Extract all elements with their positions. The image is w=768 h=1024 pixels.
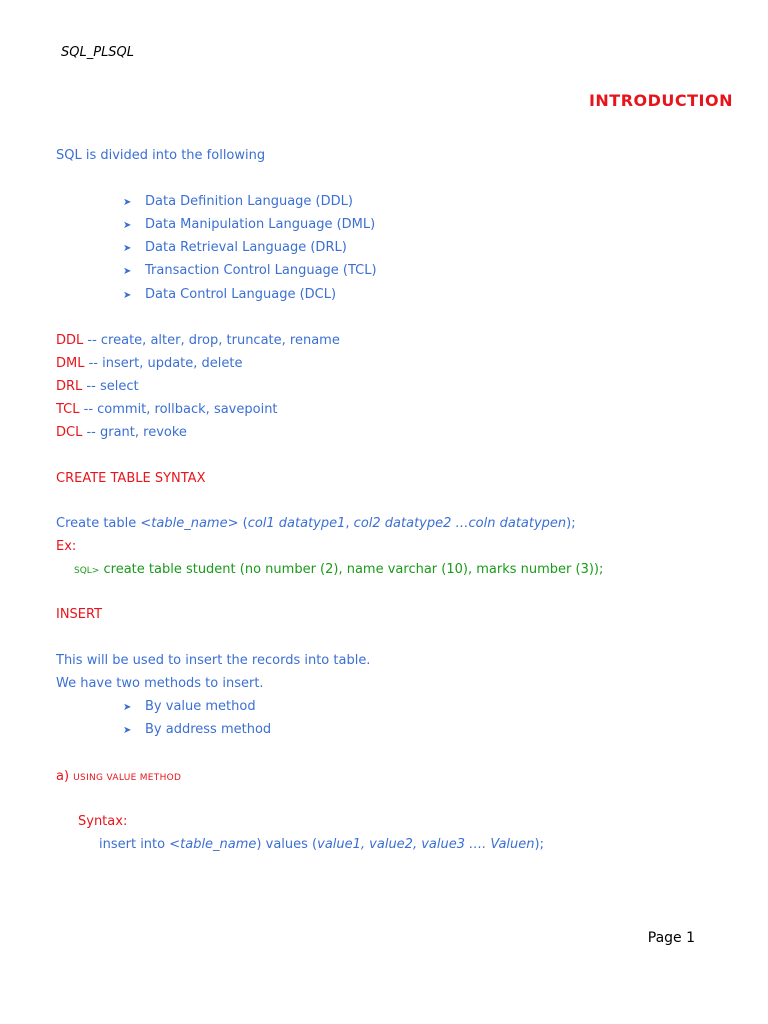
command-line-dml: DML -- insert, update, delete: [56, 356, 243, 371]
intro-line: SQL is divided into the following: [56, 148, 266, 163]
command-line-drl: DRL -- select: [56, 379, 139, 394]
document-header: SQL_PLSQL: [61, 45, 135, 60]
arrow-bullet-icon: ➤: [123, 197, 132, 208]
page-title: INTRODUCTION: [588, 91, 733, 110]
page-number: Page 1: [647, 930, 695, 946]
arrow-bullet-icon: ➤: [123, 220, 132, 231]
list-item: ➤ Data Definition Language (DDL): [123, 194, 353, 209]
arrow-bullet-icon: ➤: [123, 290, 132, 301]
insert-heading: INSERT: [56, 607, 103, 622]
list-item: ➤ Data Retrieval Language (DRL): [123, 240, 347, 255]
list-item: ➤ Data Manipulation Language (DML): [123, 217, 376, 232]
syntax-label: Syntax:: [78, 814, 128, 829]
list-item: ➤ Data Control Language (DCL): [123, 287, 337, 302]
command-line-tcl: TCL -- commit, rollback, savepoint: [56, 402, 278, 417]
list-item: ➤ Transaction Control Language (TCL): [123, 263, 377, 278]
create-table-example: SQL> create table student (no number (2), name varchar (10), marks number (3));: [74, 562, 604, 577]
list-item: ➤ By value method: [123, 699, 256, 714]
value-method-heading: a) USING VALUE METHOD: [56, 769, 182, 784]
insert-syntax: insert into <table_name) values (value1, value2, value3 …. Valuen);: [99, 837, 544, 852]
create-table-syntax: Create table <table_name> (col1 datatype1, col2 datatype2 …coln datatypen);: [56, 516, 576, 531]
arrow-bullet-icon: ➤: [123, 725, 132, 736]
arrow-bullet-icon: ➤: [123, 702, 132, 713]
insert-description-2: We have two methods to insert.: [56, 676, 264, 691]
create-table-heading: CREATE TABLE SYNTAX: [56, 471, 206, 486]
command-line-dcl: DCL -- grant, revoke: [56, 425, 187, 440]
list-item: ➤ By address method: [123, 722, 272, 737]
insert-description-1: This will be used to insert the records into table.: [56, 653, 371, 668]
arrow-bullet-icon: ➤: [123, 266, 132, 277]
arrow-bullet-icon: ➤: [123, 243, 132, 254]
command-line-ddl: DDL -- create, alter, drop, truncate, rename: [56, 333, 340, 348]
example-label: Ex:: [56, 539, 77, 554]
